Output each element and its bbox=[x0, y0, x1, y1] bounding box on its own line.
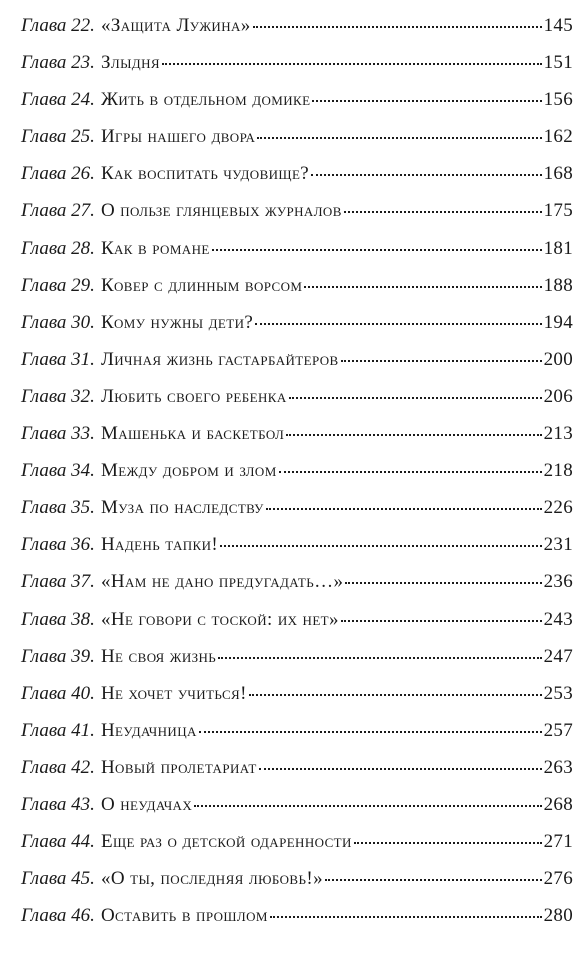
chapter-number: Глава 26. bbox=[21, 163, 95, 185]
dot-leader bbox=[249, 694, 542, 696]
toc-entry[interactable] bbox=[21, 124, 573, 161]
toc-entry[interactable] bbox=[21, 13, 573, 50]
dot-leader bbox=[311, 174, 541, 176]
page-number: 175 bbox=[543, 200, 573, 222]
dot-leader bbox=[253, 26, 542, 28]
chapter-title: О пользе глянцевых журналов bbox=[100, 200, 342, 222]
dot-leader bbox=[279, 471, 542, 473]
toc-entry[interactable] bbox=[21, 161, 573, 198]
dot-leader bbox=[255, 323, 541, 325]
page-number: 206 bbox=[543, 385, 573, 407]
toc-entry[interactable] bbox=[21, 495, 573, 532]
dot-leader bbox=[325, 879, 542, 881]
toc-entry[interactable] bbox=[21, 681, 573, 718]
chapter-title: Неудачница bbox=[100, 719, 197, 741]
dot-leader bbox=[212, 249, 542, 251]
chapter-number: Глава 41. bbox=[21, 719, 95, 741]
toc-entry[interactable] bbox=[21, 384, 573, 421]
toc-entry[interactable] bbox=[21, 87, 573, 124]
page-number: 188 bbox=[543, 274, 573, 296]
chapter-title: Игры нашего двора bbox=[100, 126, 256, 148]
chapter-number: Глава 42. bbox=[21, 756, 95, 778]
dot-leader bbox=[220, 545, 541, 547]
toc-entry[interactable] bbox=[21, 755, 573, 792]
toc-entry[interactable] bbox=[21, 903, 573, 940]
toc-entry[interactable] bbox=[21, 310, 573, 347]
dot-leader bbox=[286, 434, 541, 436]
toc-entry[interactable] bbox=[21, 866, 573, 903]
page-number: 181 bbox=[543, 237, 573, 259]
chapter-title: Кому нужны дети? bbox=[100, 311, 254, 333]
dot-leader bbox=[344, 211, 542, 213]
chapter-title: Ковер с длинным ворсом bbox=[100, 274, 303, 296]
toc-entry[interactable] bbox=[21, 50, 573, 87]
dot-leader bbox=[304, 286, 541, 288]
page-number: 213 bbox=[543, 423, 573, 445]
chapter-title: Не хочет учиться! bbox=[100, 682, 247, 704]
chapter-title: Любить своего ребенка bbox=[100, 385, 287, 407]
chapter-number: Глава 44. bbox=[21, 831, 95, 853]
chapter-number: Глава 37. bbox=[21, 571, 95, 593]
page-number: 156 bbox=[543, 89, 573, 111]
chapter-title: Муза по наследству bbox=[100, 497, 264, 519]
dot-leader bbox=[341, 620, 542, 622]
chapter-title: Еще раз о детской одаренности bbox=[100, 831, 352, 853]
chapter-title: Как воспитать чудовище? bbox=[100, 163, 310, 185]
page-number: 200 bbox=[543, 348, 573, 370]
chapter-number: Глава 46. bbox=[21, 905, 95, 927]
page-number: 243 bbox=[543, 608, 573, 630]
chapter-title: Жить в отдельном домике bbox=[100, 89, 311, 111]
chapter-number: Глава 31. bbox=[21, 348, 95, 370]
chapter-title: «Защита Лужина» bbox=[100, 15, 251, 36]
chapter-title: Не своя жизнь bbox=[100, 645, 217, 667]
toc-entry[interactable] bbox=[21, 607, 573, 644]
page-number: 263 bbox=[543, 756, 573, 778]
dot-leader bbox=[266, 508, 542, 510]
toc-entry[interactable] bbox=[21, 829, 573, 866]
dot-leader bbox=[345, 582, 541, 584]
chapter-number: Глава 27. bbox=[21, 200, 95, 222]
chapter-title: Между добром и злом bbox=[100, 460, 277, 482]
dot-leader bbox=[354, 842, 542, 844]
page-number: 194 bbox=[543, 311, 573, 333]
page-number: 226 bbox=[543, 497, 573, 519]
chapter-number: Глава 38. bbox=[21, 608, 95, 630]
chapter-number: Глава 40. bbox=[21, 682, 95, 704]
page-number: 168 bbox=[543, 163, 573, 185]
chapter-title: Новый пролетариат bbox=[100, 756, 257, 778]
chapter-title: Надень тапки! bbox=[100, 534, 219, 556]
chapter-number: Глава 36. bbox=[21, 534, 95, 556]
chapter-number: Глава 32. bbox=[21, 385, 95, 407]
toc-entry[interactable] bbox=[21, 236, 573, 273]
page-number: 271 bbox=[543, 831, 573, 853]
page-number: 236 bbox=[543, 571, 573, 593]
page-number: 257 bbox=[543, 719, 573, 741]
chapter-title: Как в романе bbox=[100, 237, 210, 259]
chapter-number: Глава 45. bbox=[21, 868, 95, 890]
toc-entry[interactable] bbox=[21, 532, 573, 569]
chapter-title: «Нам не дано предугадать…» bbox=[100, 571, 344, 593]
chapter-number: Глава 24. bbox=[21, 89, 95, 111]
chapter-number: Глава 23. bbox=[21, 52, 95, 74]
page-number: 151 bbox=[543, 52, 573, 74]
page-number: 280 bbox=[543, 905, 573, 927]
dot-leader bbox=[289, 397, 542, 399]
toc-entry[interactable] bbox=[21, 458, 573, 495]
chapter-number: Глава 30. bbox=[21, 311, 95, 333]
page-number: 247 bbox=[543, 645, 573, 667]
chapter-number: Глава 43. bbox=[21, 793, 95, 815]
chapter-number: Глава 29. bbox=[21, 274, 95, 296]
dot-leader bbox=[312, 100, 541, 102]
chapter-title: Личная жизнь гастарбайтеров bbox=[100, 348, 339, 370]
chapter-title: Злыдня bbox=[100, 52, 160, 74]
toc-entry[interactable] bbox=[21, 198, 573, 235]
toc-entry[interactable] bbox=[21, 718, 573, 755]
chapter-title: О неудачах bbox=[100, 793, 193, 815]
toc-entry[interactable] bbox=[21, 421, 573, 458]
chapter-title: «Не говори с тоской: их нет» bbox=[100, 608, 339, 630]
dot-leader bbox=[259, 768, 542, 770]
page-number: 145 bbox=[543, 15, 573, 36]
toc-entry[interactable] bbox=[21, 644, 573, 681]
toc-entry[interactable] bbox=[21, 569, 573, 606]
toc-entry[interactable] bbox=[21, 273, 573, 310]
page-number: 218 bbox=[543, 460, 573, 482]
chapter-title: Машенька и баскетбол bbox=[100, 423, 285, 445]
chapter-title: Оставить в прошлом bbox=[100, 905, 268, 927]
chapter-number: Глава 35. bbox=[21, 497, 95, 519]
page-number: 253 bbox=[543, 682, 573, 704]
page-number: 162 bbox=[543, 126, 573, 148]
dot-leader bbox=[270, 916, 542, 918]
dot-leader bbox=[341, 360, 542, 362]
chapter-number: Глава 33. bbox=[21, 423, 95, 445]
chapter-number: Глава 22. bbox=[21, 15, 95, 36]
dot-leader bbox=[194, 805, 541, 807]
chapter-number: Глава 34. bbox=[21, 460, 95, 482]
page-number: 231 bbox=[543, 534, 573, 556]
dot-leader bbox=[257, 137, 541, 139]
dot-leader bbox=[218, 657, 541, 659]
toc-entry[interactable] bbox=[21, 347, 573, 384]
chapter-number: Глава 28. bbox=[21, 237, 95, 259]
chapter-number: Глава 39. bbox=[21, 645, 95, 667]
dot-leader bbox=[199, 731, 542, 733]
dot-leader bbox=[162, 63, 542, 65]
page-number: 276 bbox=[543, 868, 573, 890]
chapter-title: «О ты, последняя любовь!» bbox=[100, 868, 323, 890]
page-number: 268 bbox=[543, 793, 573, 815]
chapter-number: Глава 25. bbox=[21, 126, 95, 148]
toc-entry[interactable] bbox=[21, 792, 573, 829]
